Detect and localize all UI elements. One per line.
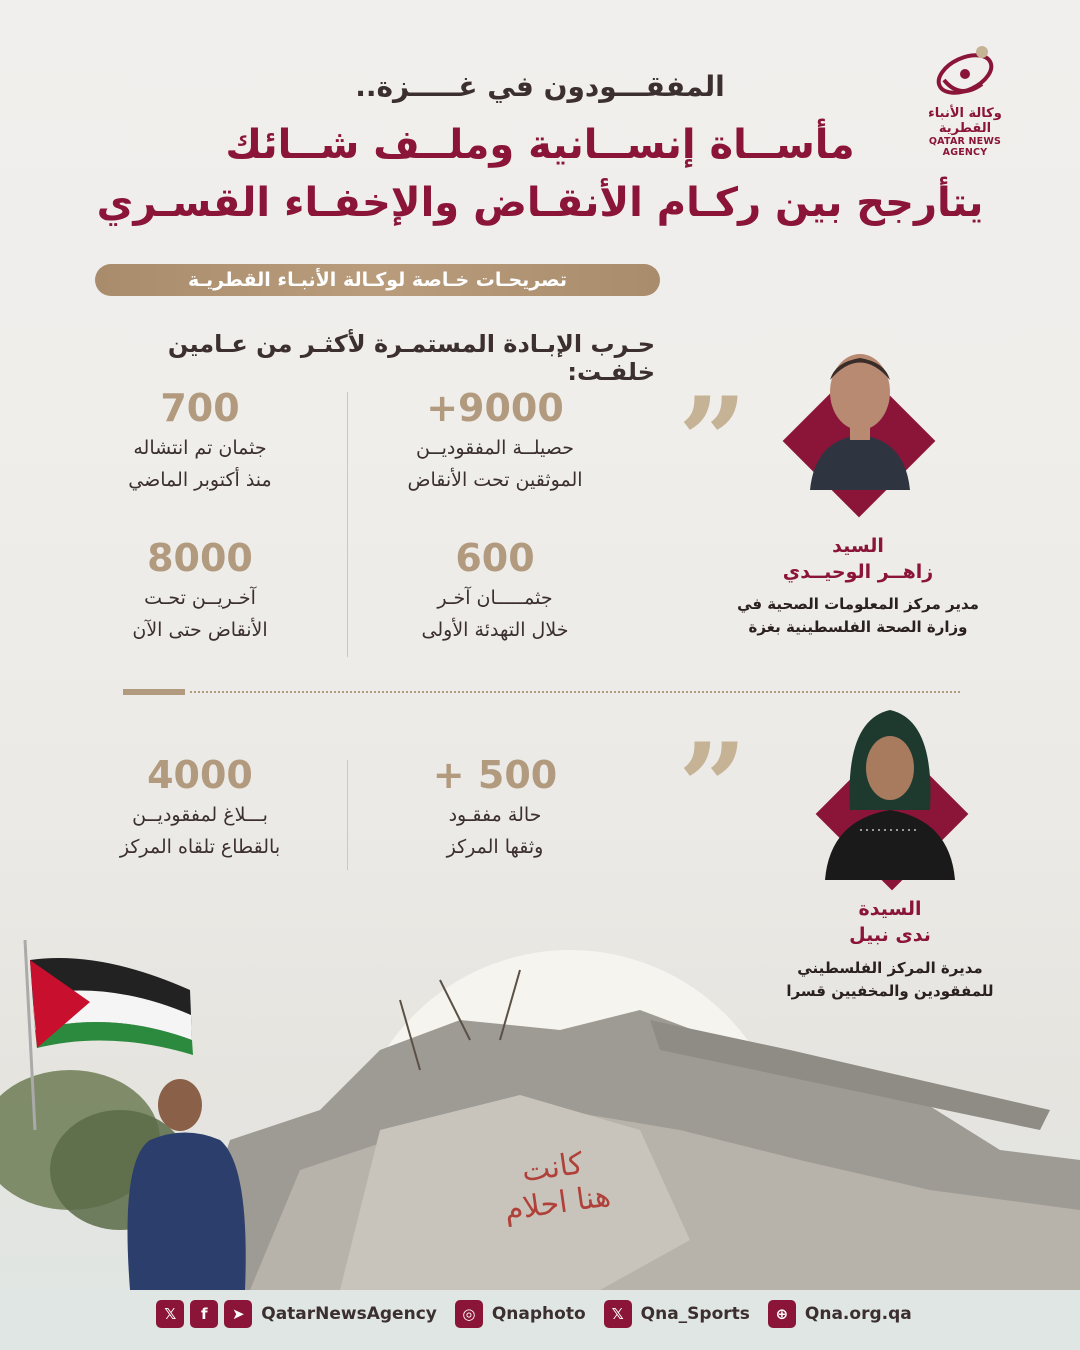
stat-label: وثقها المركز — [446, 836, 544, 858]
instagram-icon[interactable]: ◎ — [455, 1300, 483, 1328]
stat-value: 700 — [160, 386, 240, 430]
stat-value: 8000 — [147, 536, 253, 580]
stat-card — [345, 535, 645, 645]
telegram-icon[interactable]: ➤ — [224, 1300, 252, 1328]
stat-label: الأنقاض حتى الآن — [132, 619, 268, 641]
facebook-icon[interactable]: f — [190, 1300, 218, 1328]
stat-card — [50, 535, 350, 645]
x-icon[interactable]: 𝕏 — [604, 1300, 632, 1328]
separator-dotted — [190, 691, 960, 693]
person-role: وزارة الصحة الفلسطينية بغزة — [748, 618, 968, 636]
handle-website[interactable]: Qna.org.qa — [804, 1304, 912, 1324]
handle-qnaphoto[interactable]: Qnaphoto — [491, 1304, 586, 1324]
title-line-2: يتأرجح بين ركـام الأنقـاض والإخفـاء القسـري — [96, 180, 984, 226]
portrait-nada — [820, 700, 960, 880]
stat-card — [345, 752, 645, 862]
handle-qna-sports[interactable]: Qna_Sports — [640, 1304, 750, 1324]
rubble-scene — [0, 930, 1080, 1290]
stat-label: حصيلــة المفقوديــن — [415, 437, 575, 459]
stat-label: بـــلاغ لمفقوديــن — [132, 804, 268, 826]
stat-value: 9000+ — [426, 386, 564, 430]
exclusive-banner: تصريحـات خـاصة لوكـالة الأنبـاء القطريـة — [95, 264, 660, 296]
title-line-1: مأســاة إنســانية وملــف شــائك — [225, 122, 855, 168]
stat-label: خلال التهدئة الأولى — [421, 619, 569, 641]
graffiti-line: هنا احلام — [502, 1178, 613, 1229]
handle-qatarnewsagency[interactable]: QatarNewsAgency — [261, 1304, 437, 1324]
separator-accent — [123, 689, 185, 695]
person-title: السيدة — [858, 898, 922, 920]
stat-label: جثمان تم انتشاله — [133, 437, 267, 459]
stat-label: منذ أكتوبر الماضي — [128, 469, 272, 491]
stat-value: 600 — [455, 536, 535, 580]
stat-card — [50, 752, 350, 862]
social-footer — [0, 1288, 1080, 1340]
person-name: زاهــر الوحيــدي — [782, 561, 934, 583]
person-name: ندى نبيل — [849, 924, 931, 946]
logo-arabic: وكالة الأنباء القطرية — [928, 106, 1002, 136]
stat-label: حالة مفقـود — [448, 804, 542, 826]
web-icon[interactable]: ⊕ — [768, 1300, 796, 1328]
stat-card — [50, 385, 350, 495]
person-role: مدير مركز المعلومات الصحية في — [737, 595, 979, 613]
stat-label: جثمـــــان آخـر — [437, 587, 553, 609]
quote-icon: ” — [678, 371, 748, 512]
portrait-zaher — [800, 340, 920, 490]
logo-english: QATAR NEWS AGENCY — [928, 136, 1002, 158]
kicker: المفقـــودون في غـــــزة.. — [355, 70, 725, 103]
subheading: حـرب الإبـادة المستمـرة لأكثـر من عـامين خلفـت: — [167, 330, 655, 386]
quote-icon: ” — [678, 717, 748, 858]
stat-card — [345, 385, 645, 495]
person-role: مديرة المركز الفلسطيني — [797, 959, 983, 977]
stat-label: بالقطاع تلقاه المركز — [119, 836, 281, 858]
stat-value: 4000 — [147, 753, 253, 797]
person-title: السيد — [832, 535, 884, 557]
stat-value: 500 + — [432, 753, 558, 797]
stat-label: الموثقين تحت الأنقاض — [407, 469, 583, 491]
person-role: للمفقودين والمخفيين قسرا — [786, 982, 994, 1000]
x-icon[interactable]: 𝕏 — [156, 1300, 184, 1328]
stat-label: آخـريــن تحـت — [144, 587, 256, 609]
graffiti-line: كانت — [519, 1146, 586, 1190]
